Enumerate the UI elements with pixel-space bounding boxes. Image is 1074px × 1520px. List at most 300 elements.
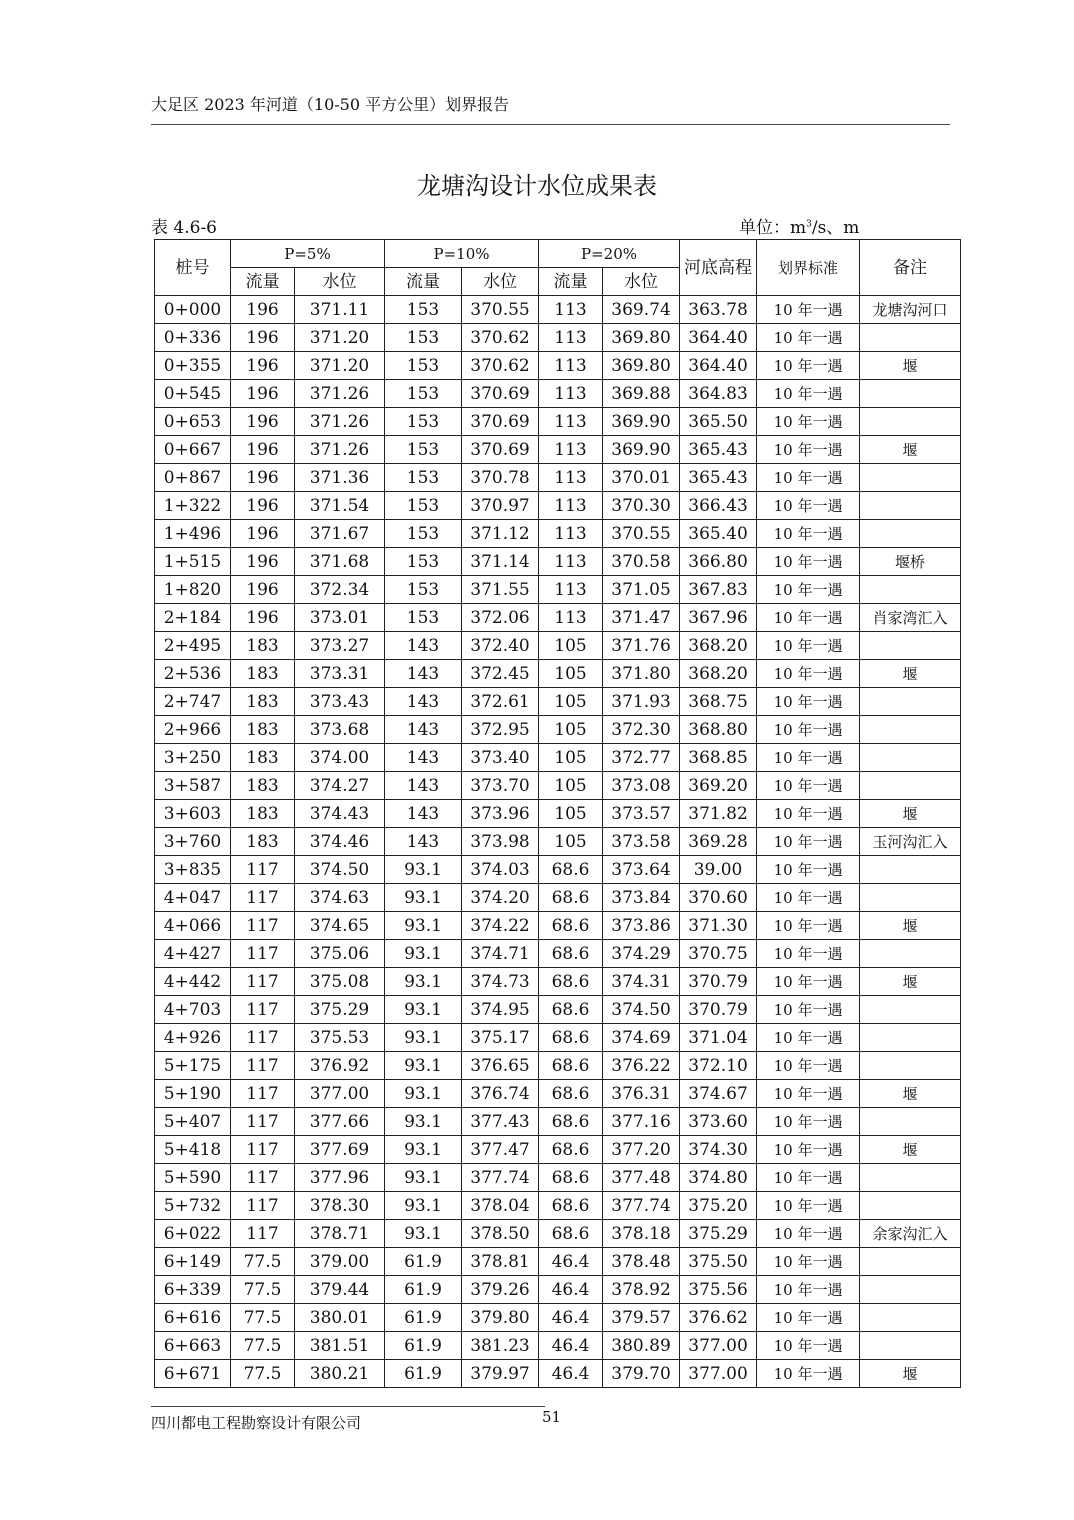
- p20-level-cell: 369.90: [603, 408, 680, 436]
- p5-flow-cell: 117: [231, 1080, 295, 1108]
- station-cell: 6+022: [155, 1220, 231, 1248]
- station-cell: 2+495: [155, 632, 231, 660]
- p5-level-cell: 371.54: [295, 492, 385, 520]
- p5-level-cell: 371.20: [295, 324, 385, 352]
- p20-flow-cell: 113: [539, 492, 603, 520]
- table-row: [155, 436, 961, 464]
- p10-level-cell: 372.45: [462, 660, 539, 688]
- table-row: [155, 1304, 961, 1332]
- p5-flow-cell: 196: [231, 520, 295, 548]
- p5-level-cell: 371.36: [295, 464, 385, 492]
- page-number: 51: [542, 1408, 562, 1426]
- header-p20-flow: 流量: [539, 268, 603, 296]
- p10-flow-cell: 153: [385, 436, 462, 464]
- p10-flow-cell: 93.1: [385, 1192, 462, 1220]
- standard-cell: 10 年一遇: [757, 408, 860, 436]
- table-row: [155, 632, 961, 660]
- station-cell: 2+747: [155, 688, 231, 716]
- bed-elevation-cell: 367.96: [680, 604, 757, 632]
- p20-flow-cell: 113: [539, 324, 603, 352]
- p20-flow-cell: 68.6: [539, 1164, 603, 1192]
- standard-cell: 10 年一遇: [757, 380, 860, 408]
- table-row: [155, 1192, 961, 1220]
- note-cell: 堰: [860, 1360, 961, 1388]
- note-cell: 堰: [860, 1080, 961, 1108]
- p20-level-cell: 371.47: [603, 604, 680, 632]
- note-cell: [860, 1164, 961, 1192]
- standard-cell: 10 年一遇: [757, 1192, 860, 1220]
- p10-flow-cell: 93.1: [385, 1052, 462, 1080]
- p20-level-cell: 374.69: [603, 1024, 680, 1052]
- bed-elevation-cell: 374.80: [680, 1164, 757, 1192]
- table-row: [155, 660, 961, 688]
- station-cell: 6+149: [155, 1248, 231, 1276]
- p5-level-cell: 373.31: [295, 660, 385, 688]
- p5-level-cell: 371.11: [295, 296, 385, 324]
- p10-level-cell: 370.69: [462, 408, 539, 436]
- standard-cell: 10 年一遇: [757, 1360, 860, 1388]
- p10-level-cell: 374.22: [462, 912, 539, 940]
- station-cell: 5+175: [155, 1052, 231, 1080]
- note-cell: [860, 1248, 961, 1276]
- table-row: [155, 940, 961, 968]
- p5-flow-cell: 196: [231, 464, 295, 492]
- table-row: [155, 856, 961, 884]
- bed-elevation-cell: 364.83: [680, 380, 757, 408]
- p10-flow-cell: 143: [385, 772, 462, 800]
- p20-flow-cell: 68.6: [539, 1024, 603, 1052]
- table-row: [155, 548, 961, 576]
- p20-level-cell: 372.77: [603, 744, 680, 772]
- p5-flow-cell: 183: [231, 800, 295, 828]
- p20-flow-cell: 68.6: [539, 1108, 603, 1136]
- station-cell: 2+184: [155, 604, 231, 632]
- station-cell: 2+966: [155, 716, 231, 744]
- p20-level-cell: 370.55: [603, 520, 680, 548]
- p10-level-cell: 370.97: [462, 492, 539, 520]
- station-cell: 5+190: [155, 1080, 231, 1108]
- p20-level-cell: 376.22: [603, 1052, 680, 1080]
- station-cell: 5+732: [155, 1192, 231, 1220]
- p20-level-cell: 371.76: [603, 632, 680, 660]
- p20-flow-cell: 68.6: [539, 968, 603, 996]
- header-p20: P=20%: [539, 240, 680, 268]
- table-row: [155, 464, 961, 492]
- note-cell: [860, 772, 961, 800]
- p20-level-cell: 378.18: [603, 1220, 680, 1248]
- p5-flow-cell: 196: [231, 576, 295, 604]
- p20-flow-cell: 68.6: [539, 856, 603, 884]
- p5-flow-cell: 117: [231, 1136, 295, 1164]
- p20-flow-cell: 113: [539, 408, 603, 436]
- p20-level-cell: 373.08: [603, 772, 680, 800]
- p10-level-cell: 379.97: [462, 1360, 539, 1388]
- p20-flow-cell: 68.6: [539, 1136, 603, 1164]
- p5-level-cell: 381.51: [295, 1332, 385, 1360]
- header-p20-level: 水位: [603, 268, 680, 296]
- p10-flow-cell: 61.9: [385, 1304, 462, 1332]
- p20-level-cell: 377.20: [603, 1136, 680, 1164]
- station-cell: 5+590: [155, 1164, 231, 1192]
- note-cell: 堰: [860, 660, 961, 688]
- note-cell: [860, 884, 961, 912]
- note-cell: [860, 688, 961, 716]
- p10-level-cell: 370.69: [462, 380, 539, 408]
- p5-level-cell: 375.06: [295, 940, 385, 968]
- station-cell: 6+671: [155, 1360, 231, 1388]
- standard-cell: 10 年一遇: [757, 716, 860, 744]
- p5-flow-cell: 183: [231, 688, 295, 716]
- p10-flow-cell: 93.1: [385, 996, 462, 1024]
- p20-flow-cell: 46.4: [539, 1332, 603, 1360]
- table-row: [155, 520, 961, 548]
- bed-elevation-cell: 370.79: [680, 968, 757, 996]
- p20-level-cell: 378.48: [603, 1248, 680, 1276]
- p5-flow-cell: 77.5: [231, 1360, 295, 1388]
- note-cell: 堰桥: [860, 548, 961, 576]
- standard-cell: 10 年一遇: [757, 1164, 860, 1192]
- p5-level-cell: 380.01: [295, 1304, 385, 1332]
- station-cell: 4+442: [155, 968, 231, 996]
- p20-level-cell: 378.92: [603, 1276, 680, 1304]
- p10-level-cell: 374.20: [462, 884, 539, 912]
- p20-flow-cell: 105: [539, 716, 603, 744]
- note-cell: [860, 632, 961, 660]
- note-cell: [860, 324, 961, 352]
- standard-cell: 10 年一遇: [757, 576, 860, 604]
- p20-flow-cell: 68.6: [539, 884, 603, 912]
- p20-level-cell: 374.31: [603, 968, 680, 996]
- table-row: [155, 1276, 961, 1304]
- note-cell: [860, 464, 961, 492]
- footer-company: 四川都电工程勘察设计有限公司: [151, 1414, 362, 1432]
- note-cell: [860, 996, 961, 1024]
- table-row: [155, 912, 961, 940]
- p10-flow-cell: 153: [385, 548, 462, 576]
- p10-level-cell: 370.62: [462, 324, 539, 352]
- note-cell: 玉河沟汇入: [860, 828, 961, 856]
- standard-cell: 10 年一遇: [757, 1136, 860, 1164]
- table-row: [155, 744, 961, 772]
- station-cell: 1+496: [155, 520, 231, 548]
- station-cell: 5+407: [155, 1108, 231, 1136]
- bed-elevation-cell: 365.43: [680, 464, 757, 492]
- station-cell: 0+867: [155, 464, 231, 492]
- p20-level-cell: 376.31: [603, 1080, 680, 1108]
- p20-flow-cell: 68.6: [539, 1192, 603, 1220]
- note-cell: 堰: [860, 912, 961, 940]
- p5-level-cell: 374.63: [295, 884, 385, 912]
- p20-flow-cell: 113: [539, 464, 603, 492]
- p5-level-cell: 377.00: [295, 1080, 385, 1108]
- note-cell: [860, 1276, 961, 1304]
- table-row: [155, 1220, 961, 1248]
- p20-flow-cell: 68.6: [539, 996, 603, 1024]
- standard-cell: 10 年一遇: [757, 1108, 860, 1136]
- station-cell: 0+545: [155, 380, 231, 408]
- bed-elevation-cell: 366.43: [680, 492, 757, 520]
- bed-elevation-cell: 374.30: [680, 1136, 757, 1164]
- p10-flow-cell: 153: [385, 576, 462, 604]
- p20-flow-cell: 113: [539, 604, 603, 632]
- p5-flow-cell: 117: [231, 996, 295, 1024]
- station-cell: 1+820: [155, 576, 231, 604]
- p5-level-cell: 377.69: [295, 1136, 385, 1164]
- station-cell: 3+760: [155, 828, 231, 856]
- p5-flow-cell: 196: [231, 324, 295, 352]
- station-cell: 4+427: [155, 940, 231, 968]
- note-cell: 堰: [860, 968, 961, 996]
- p20-flow-cell: 113: [539, 436, 603, 464]
- note-cell: [860, 1332, 961, 1360]
- bed-elevation-cell: 368.20: [680, 660, 757, 688]
- note-cell: [860, 408, 961, 436]
- p10-flow-cell: 61.9: [385, 1248, 462, 1276]
- p5-level-cell: 376.92: [295, 1052, 385, 1080]
- p5-level-cell: 373.27: [295, 632, 385, 660]
- station-cell: 1+515: [155, 548, 231, 576]
- p10-level-cell: 376.65: [462, 1052, 539, 1080]
- bed-elevation-cell: 367.83: [680, 576, 757, 604]
- p10-flow-cell: 93.1: [385, 856, 462, 884]
- standard-cell: 10 年一遇: [757, 856, 860, 884]
- p20-flow-cell: 105: [539, 800, 603, 828]
- station-cell: 6+663: [155, 1332, 231, 1360]
- p20-level-cell: 371.93: [603, 688, 680, 716]
- standard-cell: 10 年一遇: [757, 800, 860, 828]
- p5-level-cell: 371.26: [295, 436, 385, 464]
- unit-label: [739, 213, 859, 238]
- station-cell: 0+653: [155, 408, 231, 436]
- note-cell: 堰: [860, 436, 961, 464]
- p5-flow-cell: 117: [231, 856, 295, 884]
- p10-level-cell: 374.03: [462, 856, 539, 884]
- table-row: [155, 324, 961, 352]
- footer-divider: [151, 1406, 545, 1407]
- p10-flow-cell: 93.1: [385, 1108, 462, 1136]
- unit-suffix: /s、m: [811, 218, 860, 238]
- p5-flow-cell: 117: [231, 968, 295, 996]
- table-row: [155, 296, 961, 324]
- header-p10: P=10%: [385, 240, 539, 268]
- station-cell: 4+066: [155, 912, 231, 940]
- header-p10-level: 水位: [462, 268, 539, 296]
- standard-cell: 10 年一遇: [757, 884, 860, 912]
- p10-flow-cell: 61.9: [385, 1360, 462, 1388]
- bed-elevation-cell: 377.00: [680, 1332, 757, 1360]
- p5-flow-cell: 117: [231, 912, 295, 940]
- table-row: [155, 380, 961, 408]
- station-cell: 3+587: [155, 772, 231, 800]
- station-cell: 1+322: [155, 492, 231, 520]
- bed-elevation-cell: 368.20: [680, 632, 757, 660]
- p10-flow-cell: 153: [385, 464, 462, 492]
- p20-level-cell: 369.88: [603, 380, 680, 408]
- p5-flow-cell: 183: [231, 772, 295, 800]
- bed-elevation-cell: 370.60: [680, 884, 757, 912]
- standard-cell: 10 年一遇: [757, 1304, 860, 1332]
- p20-flow-cell: 113: [539, 548, 603, 576]
- header-bed-elevation: 河底高程: [680, 240, 757, 296]
- p5-level-cell: 374.46: [295, 828, 385, 856]
- p10-flow-cell: 61.9: [385, 1276, 462, 1304]
- p10-level-cell: 379.26: [462, 1276, 539, 1304]
- p20-flow-cell: 105: [539, 660, 603, 688]
- note-cell: [860, 1108, 961, 1136]
- p20-flow-cell: 113: [539, 380, 603, 408]
- p10-flow-cell: 153: [385, 324, 462, 352]
- p20-level-cell: 370.30: [603, 492, 680, 520]
- note-cell: 余家沟汇入: [860, 1220, 961, 1248]
- p10-level-cell: 370.69: [462, 436, 539, 464]
- table-row: [155, 772, 961, 800]
- p10-level-cell: 370.62: [462, 352, 539, 380]
- p10-level-cell: 379.80: [462, 1304, 539, 1332]
- p20-flow-cell: 105: [539, 828, 603, 856]
- bed-elevation-cell: 371.30: [680, 912, 757, 940]
- bed-elevation-cell: 371.04: [680, 1024, 757, 1052]
- p5-flow-cell: 77.5: [231, 1276, 295, 1304]
- standard-cell: 10 年一遇: [757, 1024, 860, 1052]
- p5-level-cell: 378.30: [295, 1192, 385, 1220]
- table-row: [155, 1164, 961, 1192]
- bed-elevation-cell: 369.28: [680, 828, 757, 856]
- standard-cell: 10 年一遇: [757, 492, 860, 520]
- p10-level-cell: 371.14: [462, 548, 539, 576]
- p10-flow-cell: 93.1: [385, 940, 462, 968]
- standard-cell: 10 年一遇: [757, 912, 860, 940]
- note-cell: 龙塘沟河口: [860, 296, 961, 324]
- p5-flow-cell: 183: [231, 744, 295, 772]
- p10-flow-cell: 93.1: [385, 1080, 462, 1108]
- p10-flow-cell: 93.1: [385, 1024, 462, 1052]
- p5-flow-cell: 183: [231, 632, 295, 660]
- table-row: [155, 352, 961, 380]
- p10-flow-cell: 93.1: [385, 884, 462, 912]
- p10-flow-cell: 143: [385, 632, 462, 660]
- header-p5-level: 水位: [295, 268, 385, 296]
- table-row: [155, 828, 961, 856]
- table-row: [155, 800, 961, 828]
- p20-flow-cell: 105: [539, 772, 603, 800]
- p5-level-cell: 375.53: [295, 1024, 385, 1052]
- p20-flow-cell: 46.4: [539, 1360, 603, 1388]
- note-cell: [860, 1192, 961, 1220]
- table-row: [155, 884, 961, 912]
- p5-level-cell: 379.00: [295, 1248, 385, 1276]
- p20-flow-cell: 105: [539, 744, 603, 772]
- station-cell: 0+355: [155, 352, 231, 380]
- p20-level-cell: 370.58: [603, 548, 680, 576]
- p10-level-cell: 378.50: [462, 1220, 539, 1248]
- p20-level-cell: 377.16: [603, 1108, 680, 1136]
- bed-elevation-cell: 368.85: [680, 744, 757, 772]
- p10-flow-cell: 93.1: [385, 1220, 462, 1248]
- p20-level-cell: 373.58: [603, 828, 680, 856]
- p10-level-cell: 381.23: [462, 1332, 539, 1360]
- p5-level-cell: 375.29: [295, 996, 385, 1024]
- table-row: [155, 492, 961, 520]
- p20-level-cell: 369.90: [603, 436, 680, 464]
- p20-flow-cell: 68.6: [539, 912, 603, 940]
- table-row: [155, 996, 961, 1024]
- header-p5: P=5%: [231, 240, 385, 268]
- p10-level-cell: 376.74: [462, 1080, 539, 1108]
- station-cell: 0+336: [155, 324, 231, 352]
- bed-elevation-cell: 368.80: [680, 716, 757, 744]
- note-cell: [860, 744, 961, 772]
- bed-elevation-cell: 365.50: [680, 408, 757, 436]
- page-header: 大足区 2023 年河道（10-50 平方公里）划界报告: [151, 95, 510, 114]
- table-row: [155, 1080, 961, 1108]
- note-cell: [860, 380, 961, 408]
- p5-flow-cell: 77.5: [231, 1304, 295, 1332]
- p10-flow-cell: 153: [385, 380, 462, 408]
- p10-level-cell: 377.47: [462, 1136, 539, 1164]
- note-cell: [860, 1052, 961, 1080]
- p10-flow-cell: 143: [385, 688, 462, 716]
- station-cell: 4+703: [155, 996, 231, 1024]
- p5-flow-cell: 117: [231, 1024, 295, 1052]
- standard-cell: 10 年一遇: [757, 436, 860, 464]
- p5-flow-cell: 183: [231, 828, 295, 856]
- standard-cell: 10 年一遇: [757, 296, 860, 324]
- p10-level-cell: 377.43: [462, 1108, 539, 1136]
- p5-flow-cell: 117: [231, 940, 295, 968]
- p20-level-cell: 377.48: [603, 1164, 680, 1192]
- note-cell: [860, 520, 961, 548]
- p5-level-cell: 378.71: [295, 1220, 385, 1248]
- p10-level-cell: 370.78: [462, 464, 539, 492]
- standard-cell: 10 年一遇: [757, 1052, 860, 1080]
- p10-level-cell: 374.71: [462, 940, 539, 968]
- p10-flow-cell: 93.1: [385, 1164, 462, 1192]
- note-cell: [860, 1024, 961, 1052]
- bed-elevation-cell: 376.62: [680, 1304, 757, 1332]
- p5-flow-cell: 196: [231, 296, 295, 324]
- p10-level-cell: 372.40: [462, 632, 539, 660]
- table-row: [155, 604, 961, 632]
- p10-flow-cell: 143: [385, 744, 462, 772]
- bed-elevation-cell: 369.20: [680, 772, 757, 800]
- bed-elevation-cell: 365.40: [680, 520, 757, 548]
- unit-prefix: 单位：m: [739, 218, 807, 238]
- p20-flow-cell: 113: [539, 576, 603, 604]
- p20-flow-cell: 113: [539, 352, 603, 380]
- p5-flow-cell: 183: [231, 660, 295, 688]
- p10-level-cell: 370.55: [462, 296, 539, 324]
- p20-level-cell: 369.80: [603, 352, 680, 380]
- station-cell: 0+667: [155, 436, 231, 464]
- standard-cell: 10 年一遇: [757, 548, 860, 576]
- table-row: [155, 408, 961, 436]
- p20-flow-cell: 105: [539, 688, 603, 716]
- p5-level-cell: 380.21: [295, 1360, 385, 1388]
- table-row: [155, 688, 961, 716]
- p5-level-cell: 379.44: [295, 1276, 385, 1304]
- p5-level-cell: 374.50: [295, 856, 385, 884]
- table-number: 表 4.6-6: [151, 218, 217, 238]
- p10-level-cell: 371.12: [462, 520, 539, 548]
- p20-flow-cell: 68.6: [539, 1220, 603, 1248]
- standard-cell: 10 年一遇: [757, 352, 860, 380]
- table-body: [155, 296, 961, 1388]
- p10-flow-cell: 61.9: [385, 1332, 462, 1360]
- p5-level-cell: 373.43: [295, 688, 385, 716]
- header-station: 桩号: [155, 240, 231, 296]
- p20-level-cell: 379.57: [603, 1304, 680, 1332]
- p5-level-cell: 375.08: [295, 968, 385, 996]
